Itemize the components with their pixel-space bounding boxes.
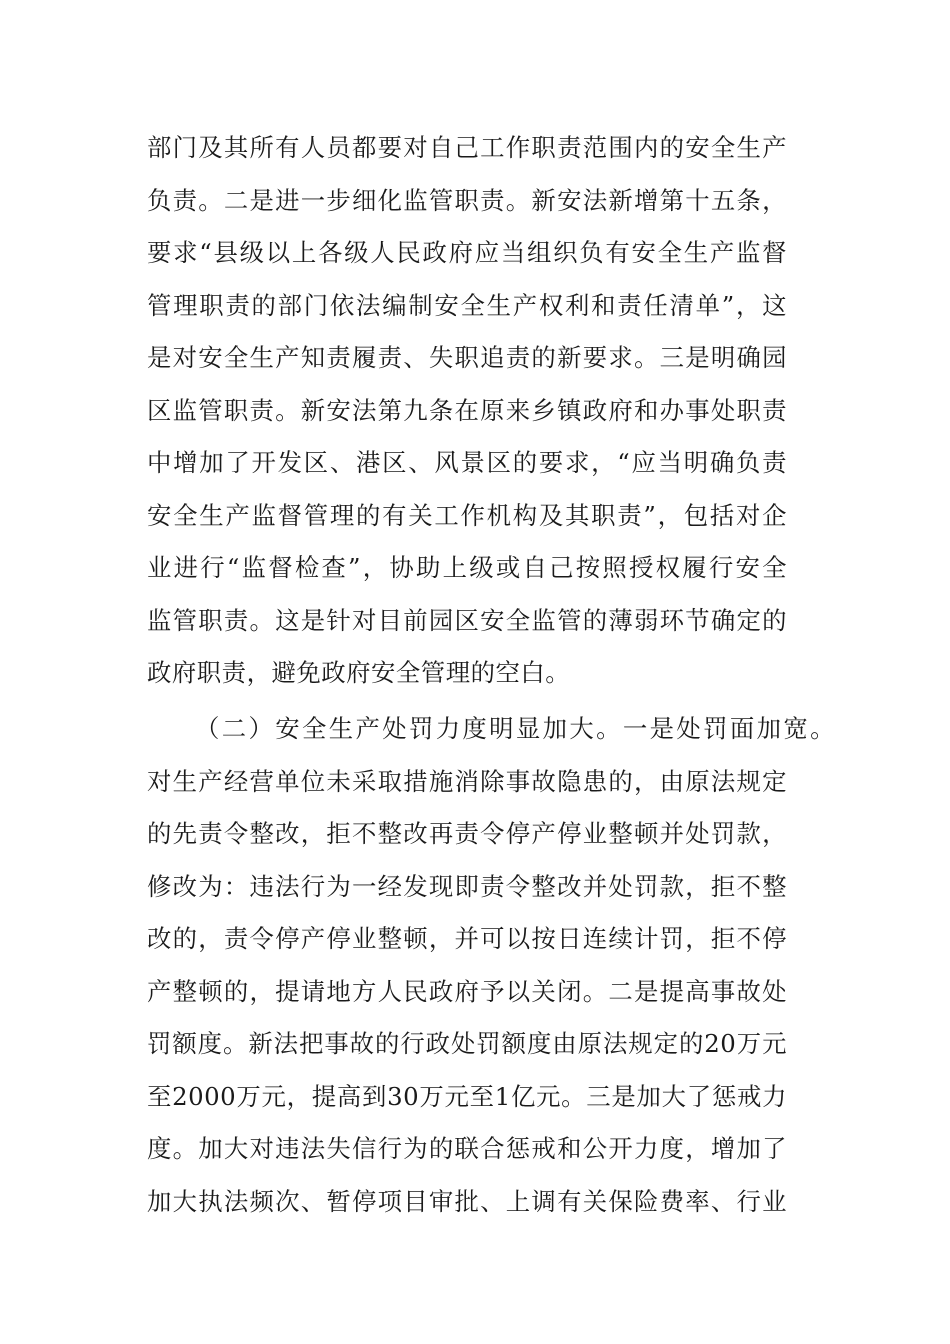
text-line: 是对安全生产知责履责、失职追责的新要求。三是明确园	[147, 343, 787, 372]
paragraph-2	[147, 703, 835, 1228]
text-line: 对生产经营单位未采取措施消除事故隐患的，由原法规定	[147, 766, 787, 796]
text-line: 安全生产监督管理的有关工作机构及其职责”，包括对企	[147, 500, 787, 530]
text-line: 管理职责的部门依法编制安全生产权利和责任清单”，这	[147, 290, 787, 320]
text-line: 修改为：违法行为一经发现即责令整改并处罚款，拒不整	[147, 871, 787, 901]
text-line: 改的，责令停产停业整顿，并可以按日连续计罚，拒不停	[147, 924, 787, 953]
text-line: 度。加大对违法失信行为的联合惩戒和公开力度，增加了	[147, 1134, 787, 1163]
text-line: 业进行“监督检查”，协助上级或自己按照授权履行安全	[147, 553, 787, 582]
text-line: 罚额度。新法把事故的行政处罚额度由原法规定的20万元	[147, 1029, 787, 1058]
text-line-indented: （二）安全生产处罚力度明显加大。一是处罚面加宽。	[195, 714, 835, 743]
paragraph-1	[147, 122, 787, 700]
text-line: 产整顿的，提请地方人民政府予以关闭。二是提高事故处	[147, 976, 787, 1006]
text-line: 区监管职责。新安法第九条在原来乡镇政府和办事处职责	[147, 395, 787, 425]
text-line: 中增加了开发区、港区、风景区的要求，“应当明确负责	[147, 448, 787, 477]
text-line: 监管职责。这是针对目前园区安全监管的薄弱环节确定的	[147, 605, 787, 635]
text-line: 政府职责，避免政府安全管理的空白。	[147, 658, 571, 687]
text-line: 要求“县级以上各级人民政府应当组织负有安全生产监督	[147, 238, 787, 267]
text-line: 加大执法频次、暂停项目审批、上调有关保险费率、行业	[147, 1186, 787, 1216]
text-line: 的先责令整改，拒不整改再责令停产停业整顿并处罚款，	[147, 819, 787, 848]
text-line: 负责。二是进一步细化监管职责。新安法新增第十五条，	[147, 185, 787, 215]
text-line: 部门及其所有人员都要对自己工作职责范围内的安全生产	[147, 133, 787, 162]
text-line: 至2000万元，提高到30万元至1亿元。三是加大了惩戒力	[147, 1081, 787, 1111]
